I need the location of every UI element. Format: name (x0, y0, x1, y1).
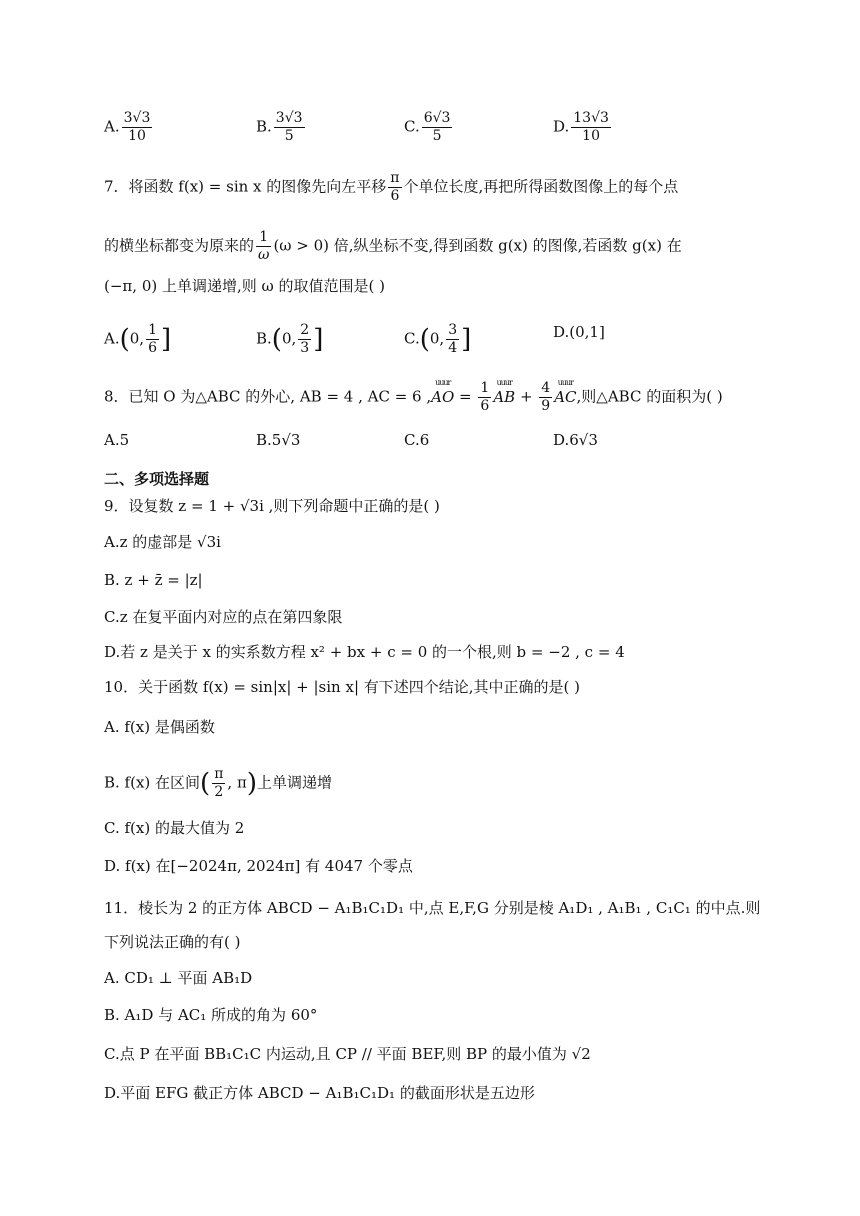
q10-option-b: B. f(x) 在区间( $\frac{\pi}{2}$ , π)上单调递增 (104, 766, 332, 800)
fraction: $\frac{1}{6}$ (148, 322, 157, 356)
fraction: $\frac{\pi}{6}$ (390, 170, 400, 204)
fraction: $\frac{6√3}{5}$ (423, 110, 451, 144)
vector-ab: uuur AB (493, 377, 516, 406)
vector-ac: uuur AC (554, 377, 577, 406)
q7-option-d: D.(0,1] (553, 323, 605, 341)
fraction: $\frac{1}{6}$ (480, 380, 490, 414)
q6-option-b: B. $\frac{3√3}{5}$ (256, 110, 303, 144)
q11-option-c: C.点 P 在平面 BB₁C₁C 内运动,且 CP // 平面 BEF,则 BP 的最小值为 √2 (104, 1045, 591, 1063)
q8-option-d: D.6√3 (553, 431, 598, 449)
section-heading: 二、多项选择题 (104, 470, 210, 488)
q6-option-a: A. $\frac{3√3}{10}$ (104, 110, 151, 144)
q7-option-c: C.(0, $\frac{3}{4}$ ] (404, 322, 472, 356)
q11-option-b: B. A₁D 与 AC₁ 所成的角为 60° (104, 1006, 318, 1024)
q11-line-2: 下列说法正确的有( ) (104, 933, 241, 951)
q9-option-c: C.z 在复平面内对应的点在第四象限 (104, 608, 343, 626)
q11-line-1: 11．棱长为 2 的正方体 ABCD − A₁B₁C₁D₁ 中,点 E,F,G 分别是棱 A₁D₁ , A₁B₁ , C₁C₁ 的中点.则 (104, 899, 761, 917)
q11-option-a: A. CD₁ ⊥ 平面 AB₁D (104, 969, 253, 987)
q8-option-c: C.6 (404, 431, 430, 449)
q8-option-a: A.5 (104, 431, 130, 449)
q10-option-d: D. f(x) 在[−2024π, 2024π] 有 4047 个零点 (104, 857, 413, 875)
fraction: $\frac{\pi}{2}$ (214, 766, 224, 800)
q10-option-a: A. f(x) 是偶函数 (104, 718, 215, 736)
q8-option-b: B.5√3 (256, 431, 301, 449)
q6-option-d: D. $\frac{13√3}{10}$ (553, 110, 609, 144)
q9-option-d: D.若 z 是关于 x 的实系数方程 x² + bx + c = 0 的一个根,则 b = −2 , c = 4 (104, 643, 625, 661)
fraction: $\frac{3√3}{5}$ (275, 110, 303, 144)
q8-stem: 8．已知 O 为△ABC 的外心, AB = 4 , AC = 6 , uuur AO = $\frac{1}{6}$ uuur AB + $\frac{4}{9}$ uuur AC,则△ABC 的面积为( ) (104, 377, 723, 414)
q10-option-c: C. f(x) 的最大值为 2 (104, 819, 245, 837)
q11-option-d: D.平面 EFG 截正方体 ABCD − A₁B₁C₁D₁ 的截面形状是五边形 (104, 1084, 535, 1102)
q7-option-b: B.(0, $\frac{2}{3}$ ] (256, 322, 324, 356)
fraction: $\frac{2}{3}$ (300, 322, 310, 356)
fraction: $\frac{3}{4}$ (448, 322, 458, 356)
q9-stem: 9．设复数 z = 1 + √3i ,则下列命题中正确的是( ) (104, 497, 440, 515)
fraction: $\frac{3√3}{10}$ (123, 110, 151, 144)
fraction: $\frac{1}{\omega}$ (258, 229, 270, 263)
q9-option-a: A.z 的虚部是 √3i (104, 533, 221, 551)
fraction: $\frac{13√3}{10}$ (573, 110, 609, 144)
vector-ao: uuur AO (431, 377, 455, 406)
q7-option-a: A.(0, $\frac{1}{6}$ ] (104, 322, 172, 356)
fraction: $\frac{4}{9}$ (541, 380, 551, 414)
q7-line-3: (−π, 0) 上单调递增,则 ω 的取值范围是( ) (104, 277, 385, 295)
q10-stem: 10．关于函数 f(x) = sin|x| + |sin x| 有下述四个结论,其中正确的是( ) (104, 678, 581, 696)
q7-line-2: 的横坐标都变为原来的 $\frac{1}{\omega}$ (ω > 0) 倍,纵坐标不变,得到函数 g(x) 的图像,若函数 g(x) 在 (104, 229, 682, 263)
q6-option-c: C. $\frac{6√3}{5}$ (404, 110, 451, 144)
q7-line-1: 7．将函数 f(x) = sin x 的图像先向左平移 $\frac{\pi}{6}$ 个单位长度,再把所得函数图像上的每个点 (104, 170, 679, 204)
q9-option-b: B. z + z̄ = |z| (104, 571, 203, 589)
